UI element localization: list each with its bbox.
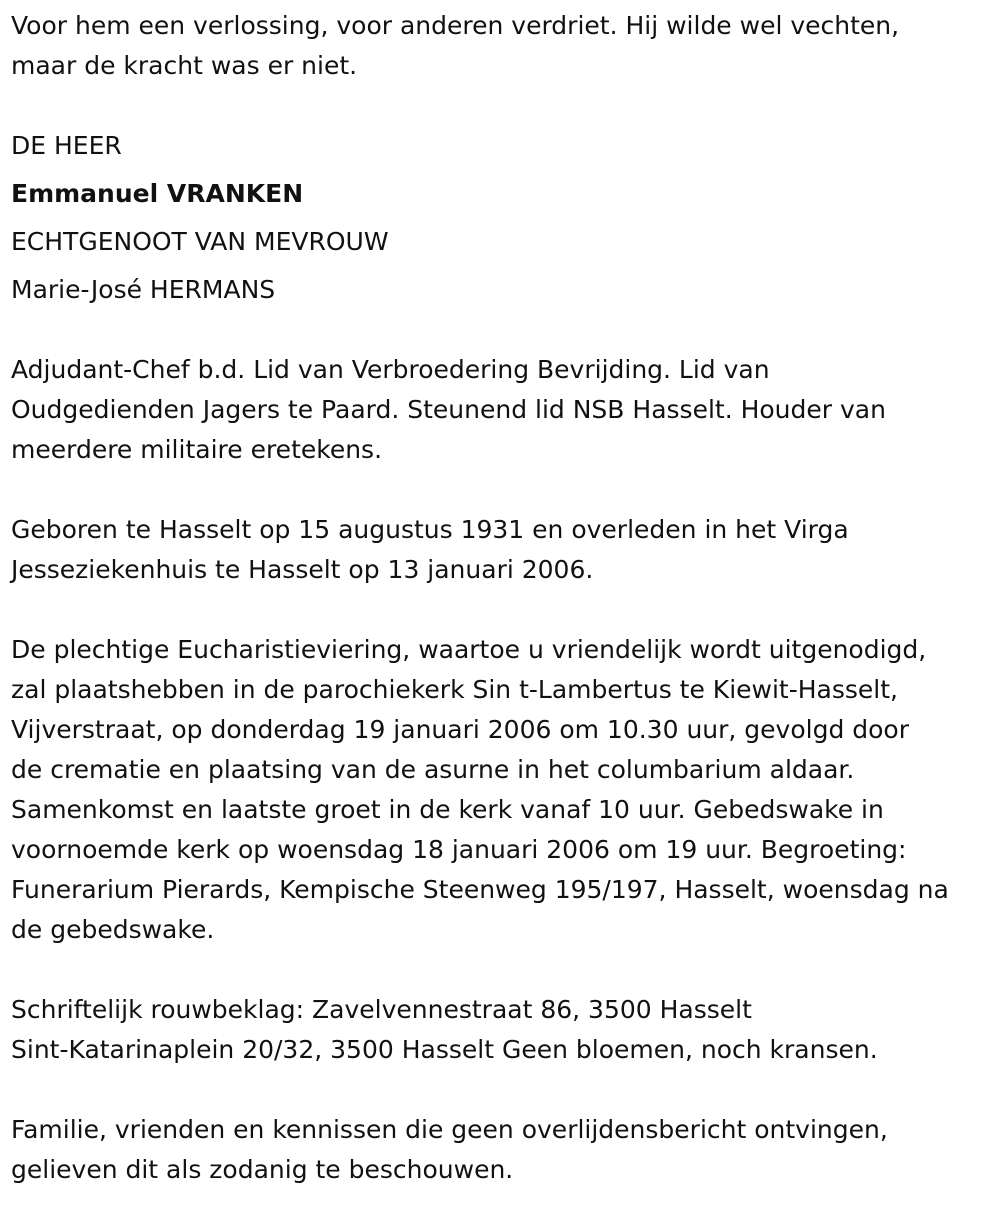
ceremony-line: voornoemde kerk op woensdag 18 januari 2006 om 19 uur. Begroeting:: [11, 835, 907, 864]
ceremony-paragraph: [11, 630, 996, 950]
birth-death-line: Jesseziekenhuis te Hasselt op 13 januari 2006.: [11, 555, 594, 584]
spouse-name: Marie-José HERMANS: [11, 275, 276, 304]
ceremony-line: Funerarium Pierards, Kempische Steenweg 195/197, Hasselt, woensdag na: [11, 875, 949, 904]
birth-death-paragraph: [11, 510, 996, 590]
condolences-paragraph: [11, 990, 996, 1070]
closing-paragraph: [11, 1110, 996, 1190]
paragraph-spacer: [11, 86, 996, 126]
ceremony-line: Samenkomst en laatste groet in de kerk vanaf 10 uur. Gebedswake in: [11, 795, 884, 824]
ceremony-line: De plechtige Eucharistieviering, waartoe u vriendelijk wordt uitgenodigd,: [11, 635, 927, 664]
closing-line: gelieven dit als zodanig te beschouwen.: [11, 1155, 514, 1184]
biography-line: meerdere militaire eretekens.: [11, 435, 383, 464]
intro-line: maar de kracht was er niet.: [11, 51, 358, 80]
paragraph-spacer: [11, 950, 996, 990]
biography-line: Adjudant-Chef b.d. Lid van Verbroedering Bevrijding. Lid van: [11, 355, 770, 384]
ceremony-line: zal plaatshebben in de parochiekerk Sin t-Lambertus te Kiewit-Hasselt,: [11, 675, 898, 704]
birth-death-line: Geboren te Hasselt op 15 augustus 1931 en overleden in het Virga: [11, 515, 849, 544]
intro-line: Voor hem een verlossing, voor anderen verdriet. Hij wilde wel vechten,: [11, 11, 900, 40]
paragraph-spacer: [11, 1070, 996, 1110]
paragraph-spacer: [11, 310, 996, 350]
paragraph-spacer: [11, 590, 996, 630]
intro-paragraph: [11, 6, 996, 86]
salutation: DE HEER: [11, 131, 122, 160]
ceremony-line: de crematie en plaatsing van de asurne in het columbarium aldaar.: [11, 755, 855, 784]
deceased-name: Emmanuel VRANKEN: [11, 179, 304, 208]
spouse-label: ECHTGENOOT VAN MEVROUW: [11, 227, 389, 256]
closing-line: Familie, vrienden en kennissen die geen overlijdensbericht ontvingen,: [11, 1115, 888, 1144]
obituary-notice: [11, 6, 996, 1190]
ceremony-line: de gebedswake.: [11, 915, 215, 944]
condolences-line: Sint-Katarinaplein 20/32, 3500 Hasselt Geen bloemen, noch kransen.: [11, 1035, 878, 1064]
condolences-line: Schriftelijk rouwbeklag: Zavelvennestraat 86, 3500 Hasselt: [11, 995, 752, 1024]
biography-line: Oudgedienden Jagers te Paard. Steunend lid NSB Hasselt. Houder van: [11, 395, 886, 424]
paragraph-spacer: [11, 470, 996, 510]
ceremony-line: Vijverstraat, op donderdag 19 januari 2006 om 10.30 uur, gevolgd door: [11, 715, 910, 744]
biography-paragraph: [11, 350, 996, 470]
deceased-name-block: [11, 122, 996, 314]
